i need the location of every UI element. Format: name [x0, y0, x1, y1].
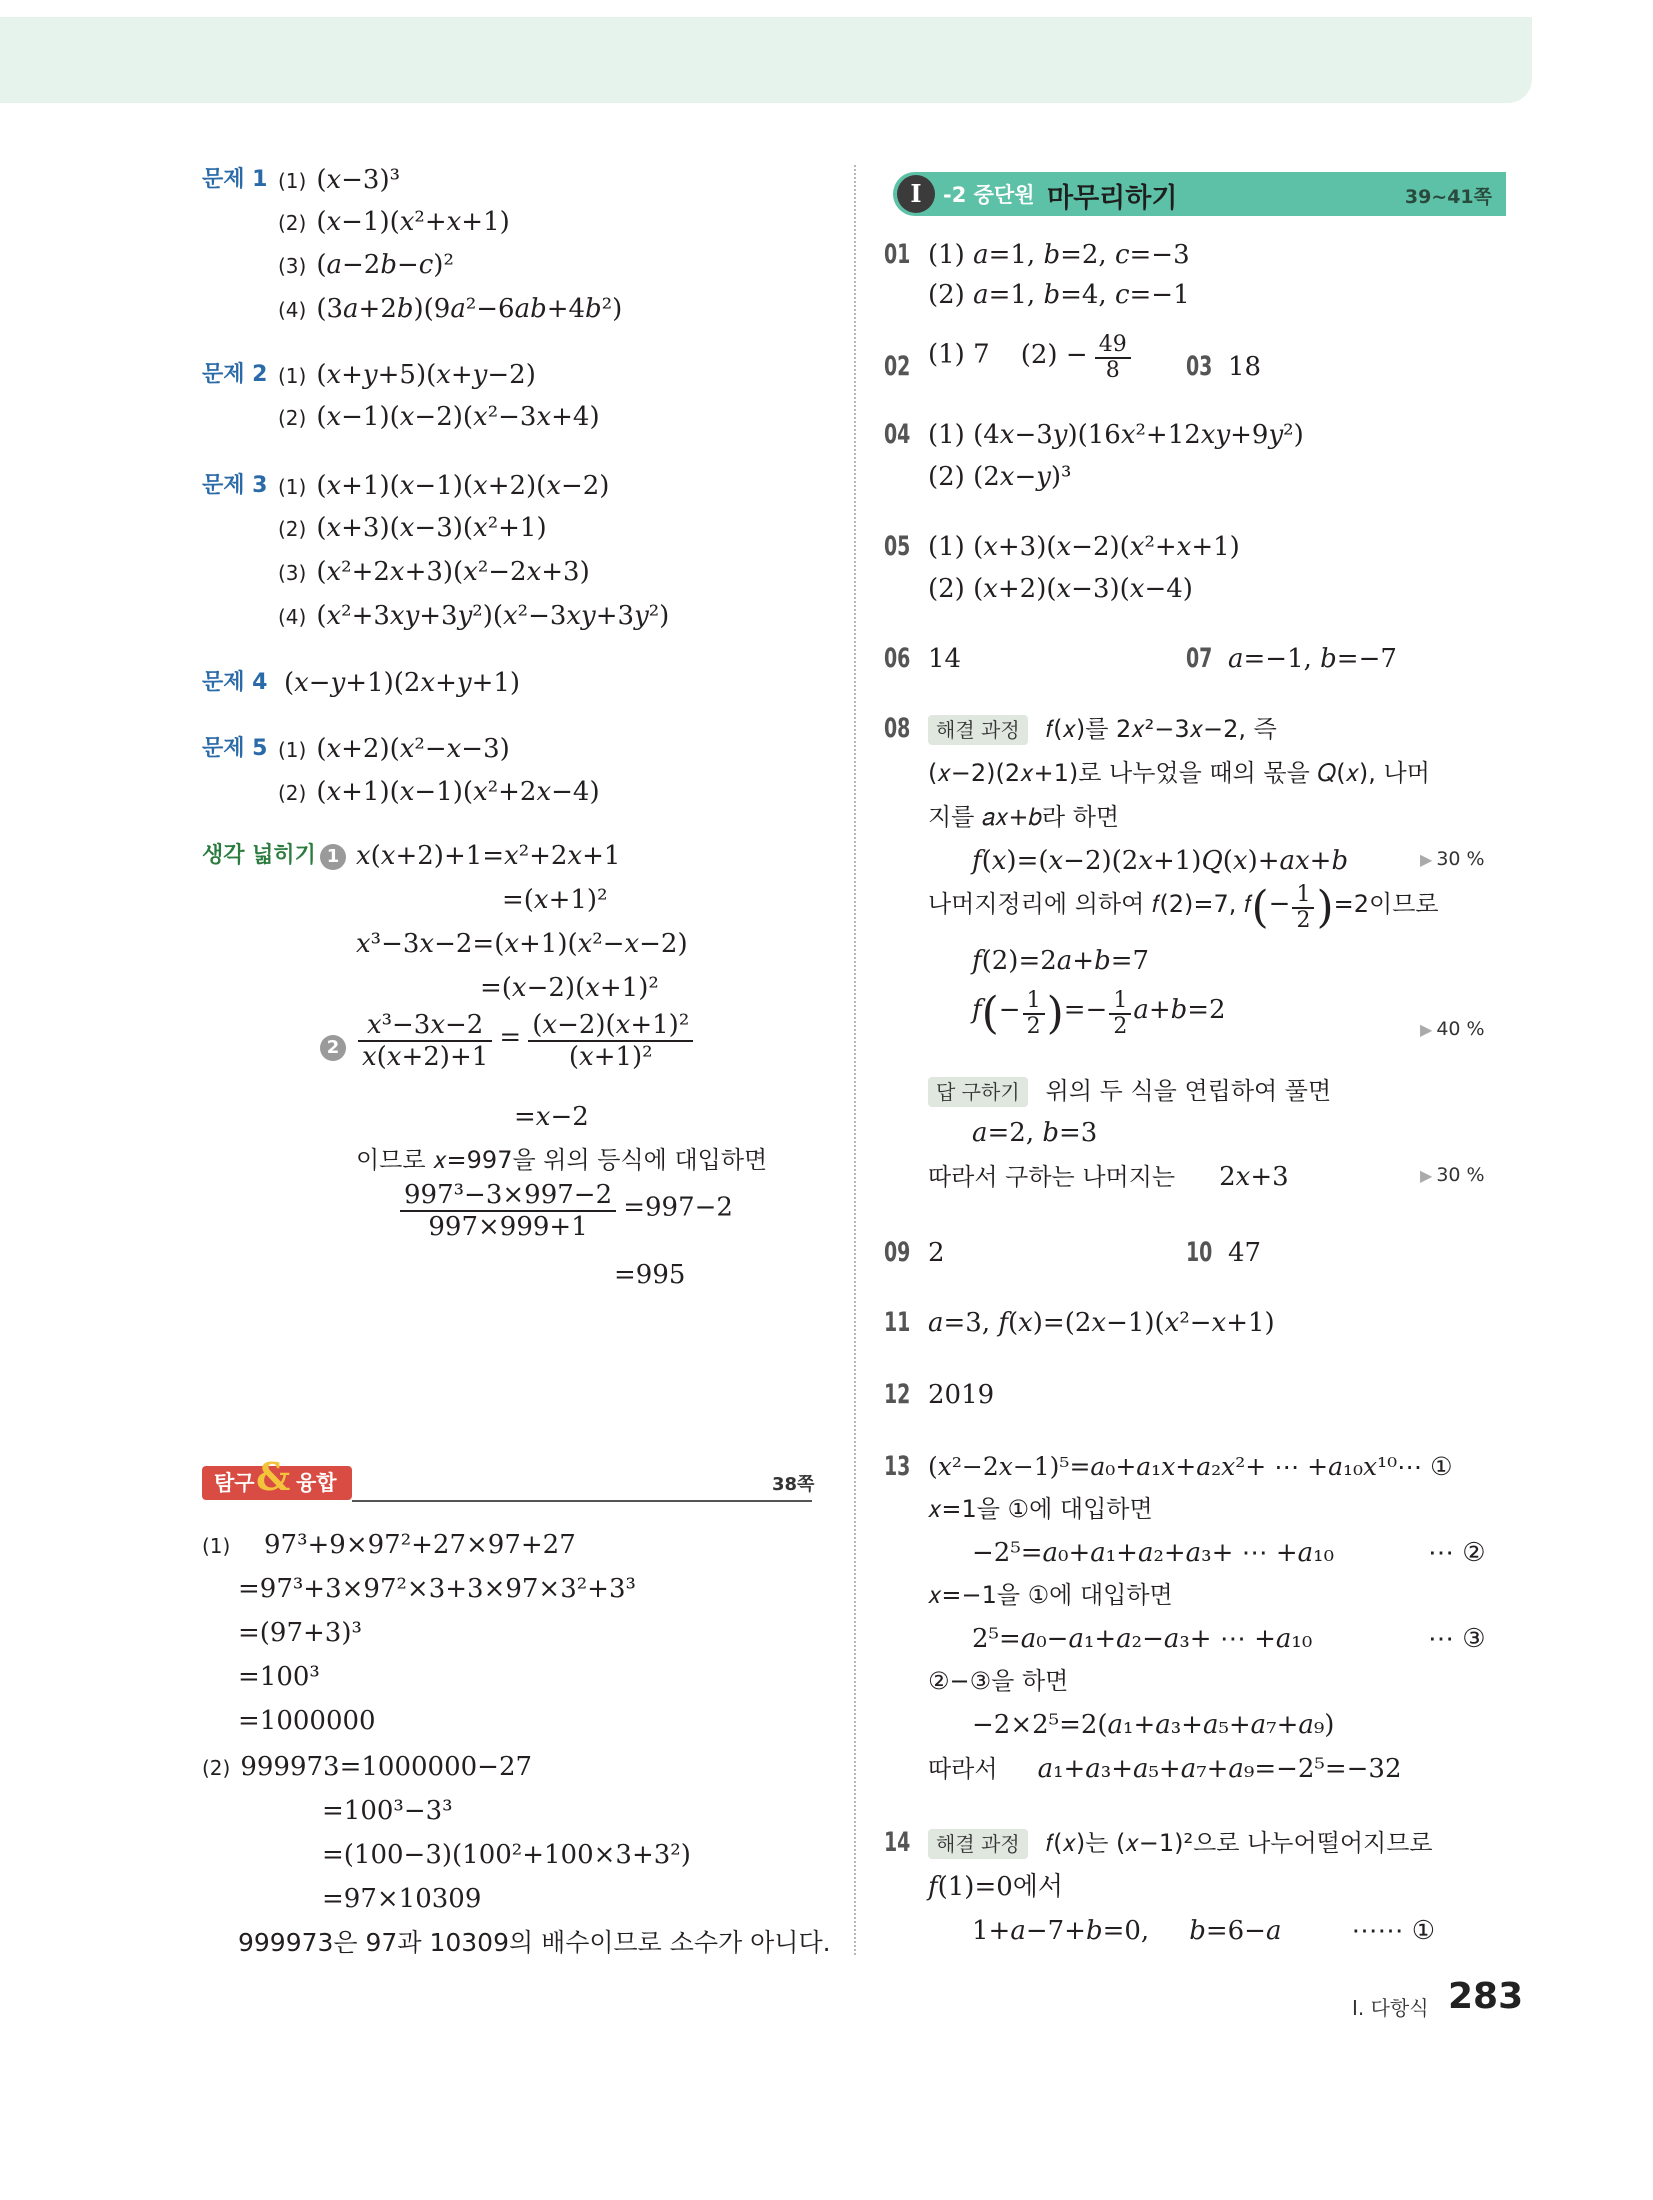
- problem-1-answer-4: (4) (3𝑎+2𝑏)(9𝑎²−6𝑎𝑏+4𝑏²): [278, 294, 623, 324]
- explore-line-3: =(97+3)³: [238, 1618, 362, 1648]
- q13-mark-3: ⋯ ③: [1428, 1624, 1486, 1654]
- q03-number: 03: [1186, 351, 1213, 382]
- think-fraction-equation: $\frac{\text{𝑥³−3𝑥−2}}{\text{𝑥(𝑥+2)+1}}$ = $\frac{\text{(𝑥−2)(𝑥+1)²}}{\text{(𝑥+1)²}}$: [356, 1010, 695, 1072]
- q07-answer: 𝑎=−1, 𝑏=−7: [1228, 644, 1397, 674]
- page-number: 283: [1448, 1976, 1524, 2017]
- q12-number: 12: [884, 1379, 911, 1410]
- q13-line-1: (𝑥²−2𝑥−1)⁵=𝑎₀+𝑎₁𝑥+𝑎₂𝑥²+ ⋯ +𝑎₁₀𝑥¹⁰⋯ ①: [928, 1452, 1453, 1481]
- q08-line-7: 𝑓(− $\frac{1}{2}$ )=− $\frac{1}{2}$ 𝑎+𝑏=2: [972, 987, 1226, 1039]
- explore-line-5: =1000000: [238, 1706, 376, 1736]
- fraction-left: $\frac{\text{𝑥³−3𝑥−2}}{\text{𝑥(𝑥+2)+1}}$: [358, 1010, 492, 1072]
- problem-2-answer-1: (1) (𝑥+𝑦+5)(𝑥+𝑦−2): [278, 360, 536, 390]
- solution-process-tag: 해결 과정: [928, 715, 1028, 745]
- think-line-6: 이므로 𝑥=997을 위의 등식에 대입하면: [356, 1146, 768, 1174]
- q14-number: 14: [884, 1827, 911, 1858]
- section-part: -2 중단원: [943, 183, 1035, 207]
- problem-3-label: 문제 3: [202, 473, 268, 498]
- q14-line-1: 해결 과정 𝑓(𝑥)는 (𝑥−1)²으로 나누어떨어지므로: [928, 1826, 1433, 1860]
- problem-4-label: 문제 4: [202, 670, 268, 695]
- fraction-right: $\frac{\text{(𝑥−2)(𝑥+1)²}}{\text{(𝑥+1)²}}$: [528, 1010, 693, 1072]
- explore-line-10: 999973은 97과 10309의 배수이므로 소수가 아니다.: [238, 1928, 831, 1957]
- q01-answer-2: (2) 𝑎=1, 𝑏=4, 𝑐=−1: [928, 280, 1190, 310]
- q04-answer-2: (2) (2𝑥−𝑦)³: [928, 462, 1072, 492]
- q06-number: 06: [884, 643, 911, 674]
- explore-fusion-rule: [352, 1500, 812, 1502]
- q03-answer: 18: [1228, 352, 1262, 382]
- problem-2-answer-2: (2) (𝑥−1)(𝑥−2)(𝑥²−3𝑥+4): [278, 402, 600, 432]
- problem-2-label: 문제 2: [202, 362, 268, 387]
- section-title: 마무리하기: [1047, 183, 1178, 214]
- think-mark-2: [320, 1030, 346, 1064]
- roman-numeral-icon: I: [897, 175, 935, 213]
- q14-line-3: 1+𝑎−7+𝑏=0, 𝑏=6−𝑎 ⋯⋯ ①: [972, 1916, 1436, 1946]
- think-wider-label: 생각 넓히기: [202, 843, 316, 868]
- q10-number: 10: [1186, 1237, 1213, 1268]
- q01-answer-1: (1) 𝑎=1, 𝑏=2, 𝑐=−3: [928, 240, 1190, 270]
- q08-score-1: ▶ 30 %: [1420, 848, 1485, 870]
- q11-answer: 𝑎=3, 𝑓(𝑥)=(2𝑥−1)(𝑥²−𝑥+1): [928, 1308, 1275, 1338]
- think-line-8: =995: [614, 1260, 686, 1290]
- think-line-4: =(𝑥−2)(𝑥+1)²: [480, 973, 659, 1003]
- answer-tag: 답 구하기: [928, 1077, 1028, 1107]
- problem-1-answer-3: (3) (𝑎−2𝑏−𝑐)²: [278, 250, 454, 280]
- think-line-1: 𝑥(𝑥+2)+1=𝑥²+2𝑥+1: [356, 841, 621, 871]
- q14-line-2: 𝑓(1)=0에서: [928, 1872, 1064, 1902]
- q13-number: 13: [884, 1451, 911, 1482]
- q05-answer-2: (2) (𝑥+2)(𝑥−3)(𝑥−4): [928, 574, 1193, 604]
- problem-1-answer-1: (1) (𝑥−3)³: [278, 165, 401, 195]
- q08-number: 08: [884, 713, 911, 744]
- q11-number: 11: [884, 1307, 911, 1338]
- problem-5-answer-1: (1) (𝑥+2)(𝑥²−𝑥−3): [278, 734, 510, 764]
- q02-answer: (1) 7 (2) − $\frac{49}{8}$: [928, 333, 1133, 383]
- q01-number: 01: [884, 239, 911, 270]
- triangle-right-icon: ▶: [1420, 850, 1433, 869]
- explore-line-4: =100³: [238, 1662, 320, 1692]
- q13-line-8: 따라서 𝑎₁+𝑎₃+𝑎₅+𝑎₇+𝑎₉=−2⁵=−32: [928, 1754, 1402, 1784]
- think-line-3: 𝑥³−3𝑥−2=(𝑥+1)(𝑥²−𝑥−2): [356, 929, 688, 959]
- q08-line-10: 따라서 구하는 나머지는 2𝑥+3: [928, 1162, 1289, 1192]
- q08-line-3: 지를 𝑎𝑥+𝑏라 하면: [928, 803, 1120, 831]
- q05-answer-1: (1) (𝑥+3)(𝑥−2)(𝑥²+𝑥+1): [928, 532, 1240, 562]
- q08-line-8: 답 구하기 위의 두 식을 연립하여 풀면: [928, 1074, 1331, 1108]
- explore-line-9: =97×10309: [322, 1884, 482, 1914]
- q08-line-5: 나머지정리에 의하여 𝑓(2)=7, 𝑓(− $\frac{1}{2}$ )=2이므로: [928, 881, 1439, 933]
- explore-line-2: =97³+3×97²×3+3×97×3²+3³: [238, 1574, 636, 1604]
- q13-line-5: 2⁵=𝑎₀−𝑎₁+𝑎₂−𝑎₃+ ⋯ +𝑎₁₀: [972, 1624, 1313, 1654]
- problem-3-answer-2: (2) (𝑥+3)(𝑥−3)(𝑥²+1): [278, 513, 547, 543]
- section-pages: 39~41쪽: [1404, 186, 1492, 208]
- problem-4-answer: (𝑥−𝑦+1)(2𝑥+𝑦+1): [284, 668, 521, 698]
- q08-line-6: 𝑓(2)=2𝑎+𝑏=7: [972, 946, 1150, 976]
- explore-fusion-badge: 탐구 & 융합: [202, 1466, 352, 1500]
- think-line-2: =(𝑥+1)²: [502, 885, 608, 915]
- q04-number: 04: [884, 419, 911, 450]
- q09-answer: 2: [928, 1238, 945, 1268]
- think-line-5: =𝑥−2: [514, 1102, 589, 1132]
- problem-3-answer-3: (3) (𝑥²+2𝑥+3)(𝑥²−2𝑥+3): [278, 557, 590, 587]
- explore-fusion-page: 38쪽: [772, 1474, 815, 1495]
- q08-score-3: ▶ 30 %: [1420, 1164, 1485, 1186]
- q07-number: 07: [1186, 643, 1213, 674]
- q09-number: 09: [884, 1237, 911, 1268]
- problem-5-label: 문제 5: [202, 736, 268, 761]
- explore-line-6: (2) 999973=1000000−27: [202, 1752, 533, 1782]
- think-fraction-997: $\frac{\text{997³−3×997−2}}{997\times 999+1}$ =997−2: [398, 1180, 733, 1242]
- q04-answer-1: (1) (4𝑥−3𝑦)(16𝑥²+12𝑥𝑦+9𝑦²): [928, 420, 1304, 450]
- q08-line-2: (𝑥−2)(2𝑥+1)로 나누었을 때의 몫을 𝑄(𝑥), 나머: [928, 759, 1430, 787]
- solution-process-tag: 해결 과정: [928, 1829, 1028, 1859]
- q13-line-2: 𝑥=1을 ①에 대입하면: [928, 1495, 1153, 1523]
- q13-line-3: −2⁵=𝑎₀+𝑎₁+𝑎₂+𝑎₃+ ⋯ +𝑎₁₀: [972, 1538, 1335, 1568]
- problem-1-answer-2: (2) (𝑥−1)(𝑥²+𝑥+1): [278, 207, 510, 237]
- triangle-right-icon: ▶: [1420, 1166, 1433, 1185]
- q08-score-2: ▶ 40 %: [1420, 1018, 1485, 1040]
- triangle-right-icon: ▶: [1420, 1020, 1433, 1039]
- explore-line-8: =(100−3)(100²+100×3+3²): [322, 1840, 691, 1870]
- q06-answer: 14: [928, 644, 962, 674]
- q05-number: 05: [884, 531, 911, 562]
- explore-item-1-num: (1): [202, 1534, 231, 1558]
- top-band: [0, 17, 1532, 103]
- problem-3-answer-4: (4) (𝑥²+3𝑥𝑦+3𝑦²)(𝑥²−3𝑥𝑦+3𝑦²): [278, 601, 670, 631]
- column-divider: [854, 165, 856, 1955]
- circled-2-icon: 2: [320, 1035, 346, 1061]
- problem-3-answer-1: (1) (𝑥+1)(𝑥−1)(𝑥+2)(𝑥−2): [278, 471, 610, 501]
- problem-1-label: 문제 1: [202, 167, 268, 192]
- think-mark-1: [320, 839, 346, 873]
- q13-line-4: 𝑥=−1을 ①에 대입하면: [928, 1581, 1173, 1609]
- problem-5-answer-2: (2) (𝑥+1)(𝑥−1)(𝑥²+2𝑥−4): [278, 777, 600, 807]
- circled-1-icon: 1: [320, 844, 346, 870]
- q13-mark-2: ⋯ ②: [1428, 1538, 1486, 1568]
- q12-answer: 2019: [928, 1380, 995, 1410]
- chapter-caption: I. 다항식: [1352, 1996, 1429, 2020]
- q08-line-4: 𝑓(𝑥)=(𝑥−2)(2𝑥+1)𝑄(𝑥)+𝑎𝑥+𝑏: [972, 846, 1349, 876]
- explore-line-7: =100³−3³: [322, 1796, 453, 1826]
- q10-answer: 47: [1228, 1238, 1262, 1268]
- q13-line-6: ②−③을 하면: [928, 1667, 1069, 1695]
- q02-number: 02: [884, 351, 911, 382]
- section-header: [893, 172, 1506, 216]
- q08-line-1: 해결 과정 𝑓(𝑥)를 2𝑥²−3𝑥−2, 즉: [928, 712, 1277, 746]
- q08-line-9: 𝑎=2, 𝑏=3: [972, 1118, 1098, 1148]
- explore-line-1: 97³+9×97²+27×97+27: [264, 1530, 576, 1560]
- q13-line-7: −2×2⁵=2(𝑎₁+𝑎₃+𝑎₅+𝑎₇+𝑎₉): [972, 1710, 1335, 1740]
